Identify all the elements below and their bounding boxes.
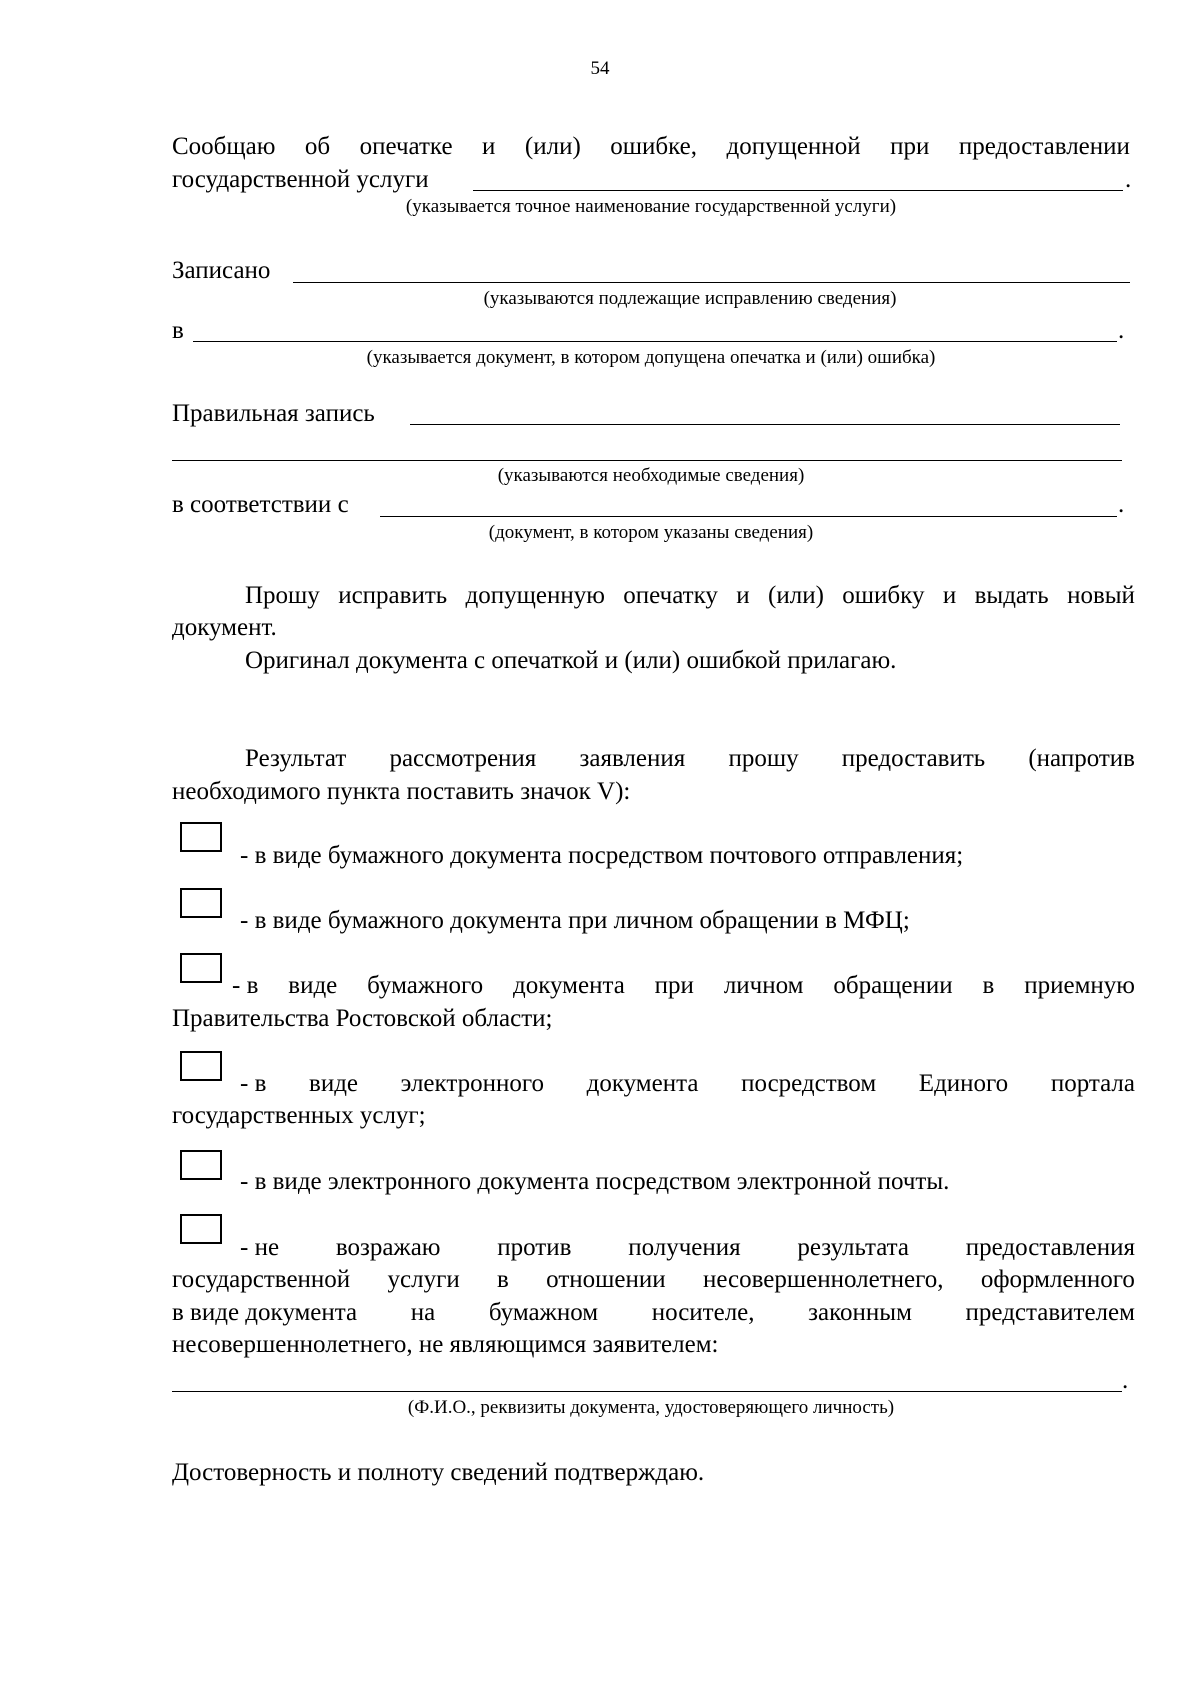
option-gosuslugi-portal-line2: государственных услуг; (172, 1102, 426, 1129)
word: - не (240, 1234, 280, 1261)
correct-entry-label: Правильная запись (172, 400, 375, 427)
word: возражаю (335, 1234, 441, 1261)
representative-details-end: . (1122, 1367, 1129, 1394)
option-minor-line3 (172, 1297, 1135, 1328)
word: получения (628, 1234, 741, 1261)
option-postal-checkbox[interactable] (180, 822, 222, 852)
typo-report-line2-end: . (1125, 166, 1132, 193)
word: и (942, 582, 957, 609)
correct-entry-field-line2[interactable] (172, 460, 1122, 461)
option-government-office-line2: Правительства Ростовской области; (172, 1005, 553, 1032)
request-paragraph2: Оригинал документа с опечаткой и (или) ошибкой прилагаю. (245, 647, 897, 674)
recorded-field-line[interactable] (293, 282, 1130, 283)
recorded-in-label: в (172, 317, 184, 344)
word: об (304, 133, 331, 160)
option-mfc-checkbox[interactable] (180, 888, 222, 918)
typo-report-line2-lead: государственной услуги (172, 166, 429, 193)
word: при (890, 133, 930, 160)
option-gosuslugi-portal-checkbox[interactable] (180, 1051, 222, 1081)
word: государственной (172, 1266, 351, 1293)
word: носителе, (651, 1299, 755, 1326)
word: исправить (338, 582, 448, 609)
option-postal-label: - в виде бумажного документа посредством почтового отправления; (240, 842, 964, 869)
word: законным (808, 1299, 912, 1326)
word: виде (309, 1070, 359, 1097)
word: личном (723, 972, 804, 999)
word: против (497, 1234, 572, 1261)
word: предоставить (841, 745, 986, 772)
option-minor-line2 (172, 1264, 1135, 1295)
word: услуги (387, 1266, 460, 1293)
recorded-hint: (указываются подлежащие исправлению сведения) (483, 288, 897, 309)
word: ошибку (842, 582, 925, 609)
word: несовершеннолетнего, (702, 1266, 944, 1293)
word: предоставления (965, 1234, 1135, 1261)
word: результата (797, 1234, 909, 1261)
recorded-in-field-line[interactable] (193, 341, 1117, 342)
word: прошу (728, 745, 799, 772)
word: отношении (546, 1266, 666, 1293)
word: Единого (918, 1070, 1009, 1097)
word: Результат (245, 745, 347, 772)
typo-report-line1 (172, 131, 1130, 162)
word: в (982, 972, 995, 999)
word: и (482, 133, 496, 160)
representative-details-hint: (Ф.И.О., реквизиты документа, удостоверяющего личность) (407, 1397, 895, 1418)
word: в (497, 1266, 509, 1293)
word: бумажного (367, 972, 484, 999)
word: допущенную (465, 582, 605, 609)
word: оформленного (980, 1266, 1135, 1293)
per-document-end: . (1118, 491, 1125, 518)
confirmation-statement: Достоверность и полноту сведений подтверждаю. (172, 1459, 705, 1486)
word: опечатке (359, 133, 453, 160)
recorded-in-end: . (1118, 317, 1125, 344)
word: (напротив (1028, 745, 1135, 772)
word: опечатку (623, 582, 718, 609)
option-email-label: - в виде электронного документа посредством электронной почты. (240, 1168, 950, 1195)
word: заявления (579, 745, 686, 772)
page-number: 54 (590, 58, 610, 79)
service-name-field-line[interactable] (473, 190, 1123, 191)
word: портала (1050, 1070, 1135, 1097)
word: посредством (741, 1070, 877, 1097)
word: Сообщаю (172, 133, 276, 160)
word: и (736, 582, 750, 609)
correct-entry-field-line1[interactable] (410, 424, 1120, 425)
option-government-office-line1 (232, 970, 1135, 1001)
option-minor-line1 (240, 1232, 1135, 1263)
per-document-label: в соответствии с (172, 491, 349, 518)
result-line2: необходимого пункта поставить значок V): (172, 778, 631, 805)
word: представителем (965, 1299, 1135, 1326)
correct-entry-hint: (указываются необходимые сведения) (497, 465, 805, 486)
word: - в (240, 1070, 267, 1097)
option-email-checkbox[interactable] (180, 1150, 222, 1180)
option-government-office-checkbox[interactable] (180, 953, 222, 983)
option-minor-line4: несовершеннолетнего, не являющимся заявителем: (172, 1331, 719, 1358)
recorded-label: Записано (172, 257, 271, 284)
option-minor-representative-checkbox[interactable] (180, 1214, 222, 1244)
word: при (654, 972, 694, 999)
option-mfc-label: - в виде бумажного документа при личном обращении в МФЦ; (240, 907, 910, 934)
word: виде (288, 972, 338, 999)
word: - в (232, 972, 259, 999)
word: ошибке, (610, 133, 697, 160)
request-paragraph1-line2: документ. (172, 614, 277, 641)
word: допущенной (726, 133, 861, 160)
word: (или) (524, 133, 581, 160)
word: документа (586, 1070, 699, 1097)
word: бумажном (488, 1299, 599, 1326)
word: электронного (400, 1070, 544, 1097)
word: приемную (1024, 972, 1135, 999)
representative-details-field-line[interactable] (172, 1391, 1122, 1392)
word: предоставлении (958, 133, 1130, 160)
word: на (410, 1299, 436, 1326)
per-document-field-line[interactable] (380, 516, 1117, 517)
service-name-hint: (указывается точное наименование государственной услуги) (405, 196, 897, 217)
word: обращении (833, 972, 953, 999)
request-paragraph1-line1 (245, 580, 1135, 611)
word: новый (1067, 582, 1135, 609)
word: рассмотрения (389, 745, 537, 772)
word: Прошу (245, 582, 320, 609)
word: (или) (768, 582, 824, 609)
word: в виде документа (172, 1299, 358, 1326)
option-gosuslugi-portal-line1 (240, 1068, 1135, 1099)
per-document-hint: (документ, в котором указаны сведения) (488, 522, 814, 543)
word: выдать (974, 582, 1049, 609)
recorded-in-hint: (указывается документ, в котором допущена опечатка и (или) ошибка) (366, 347, 936, 368)
word: документа (512, 972, 625, 999)
result-line1 (245, 743, 1135, 774)
